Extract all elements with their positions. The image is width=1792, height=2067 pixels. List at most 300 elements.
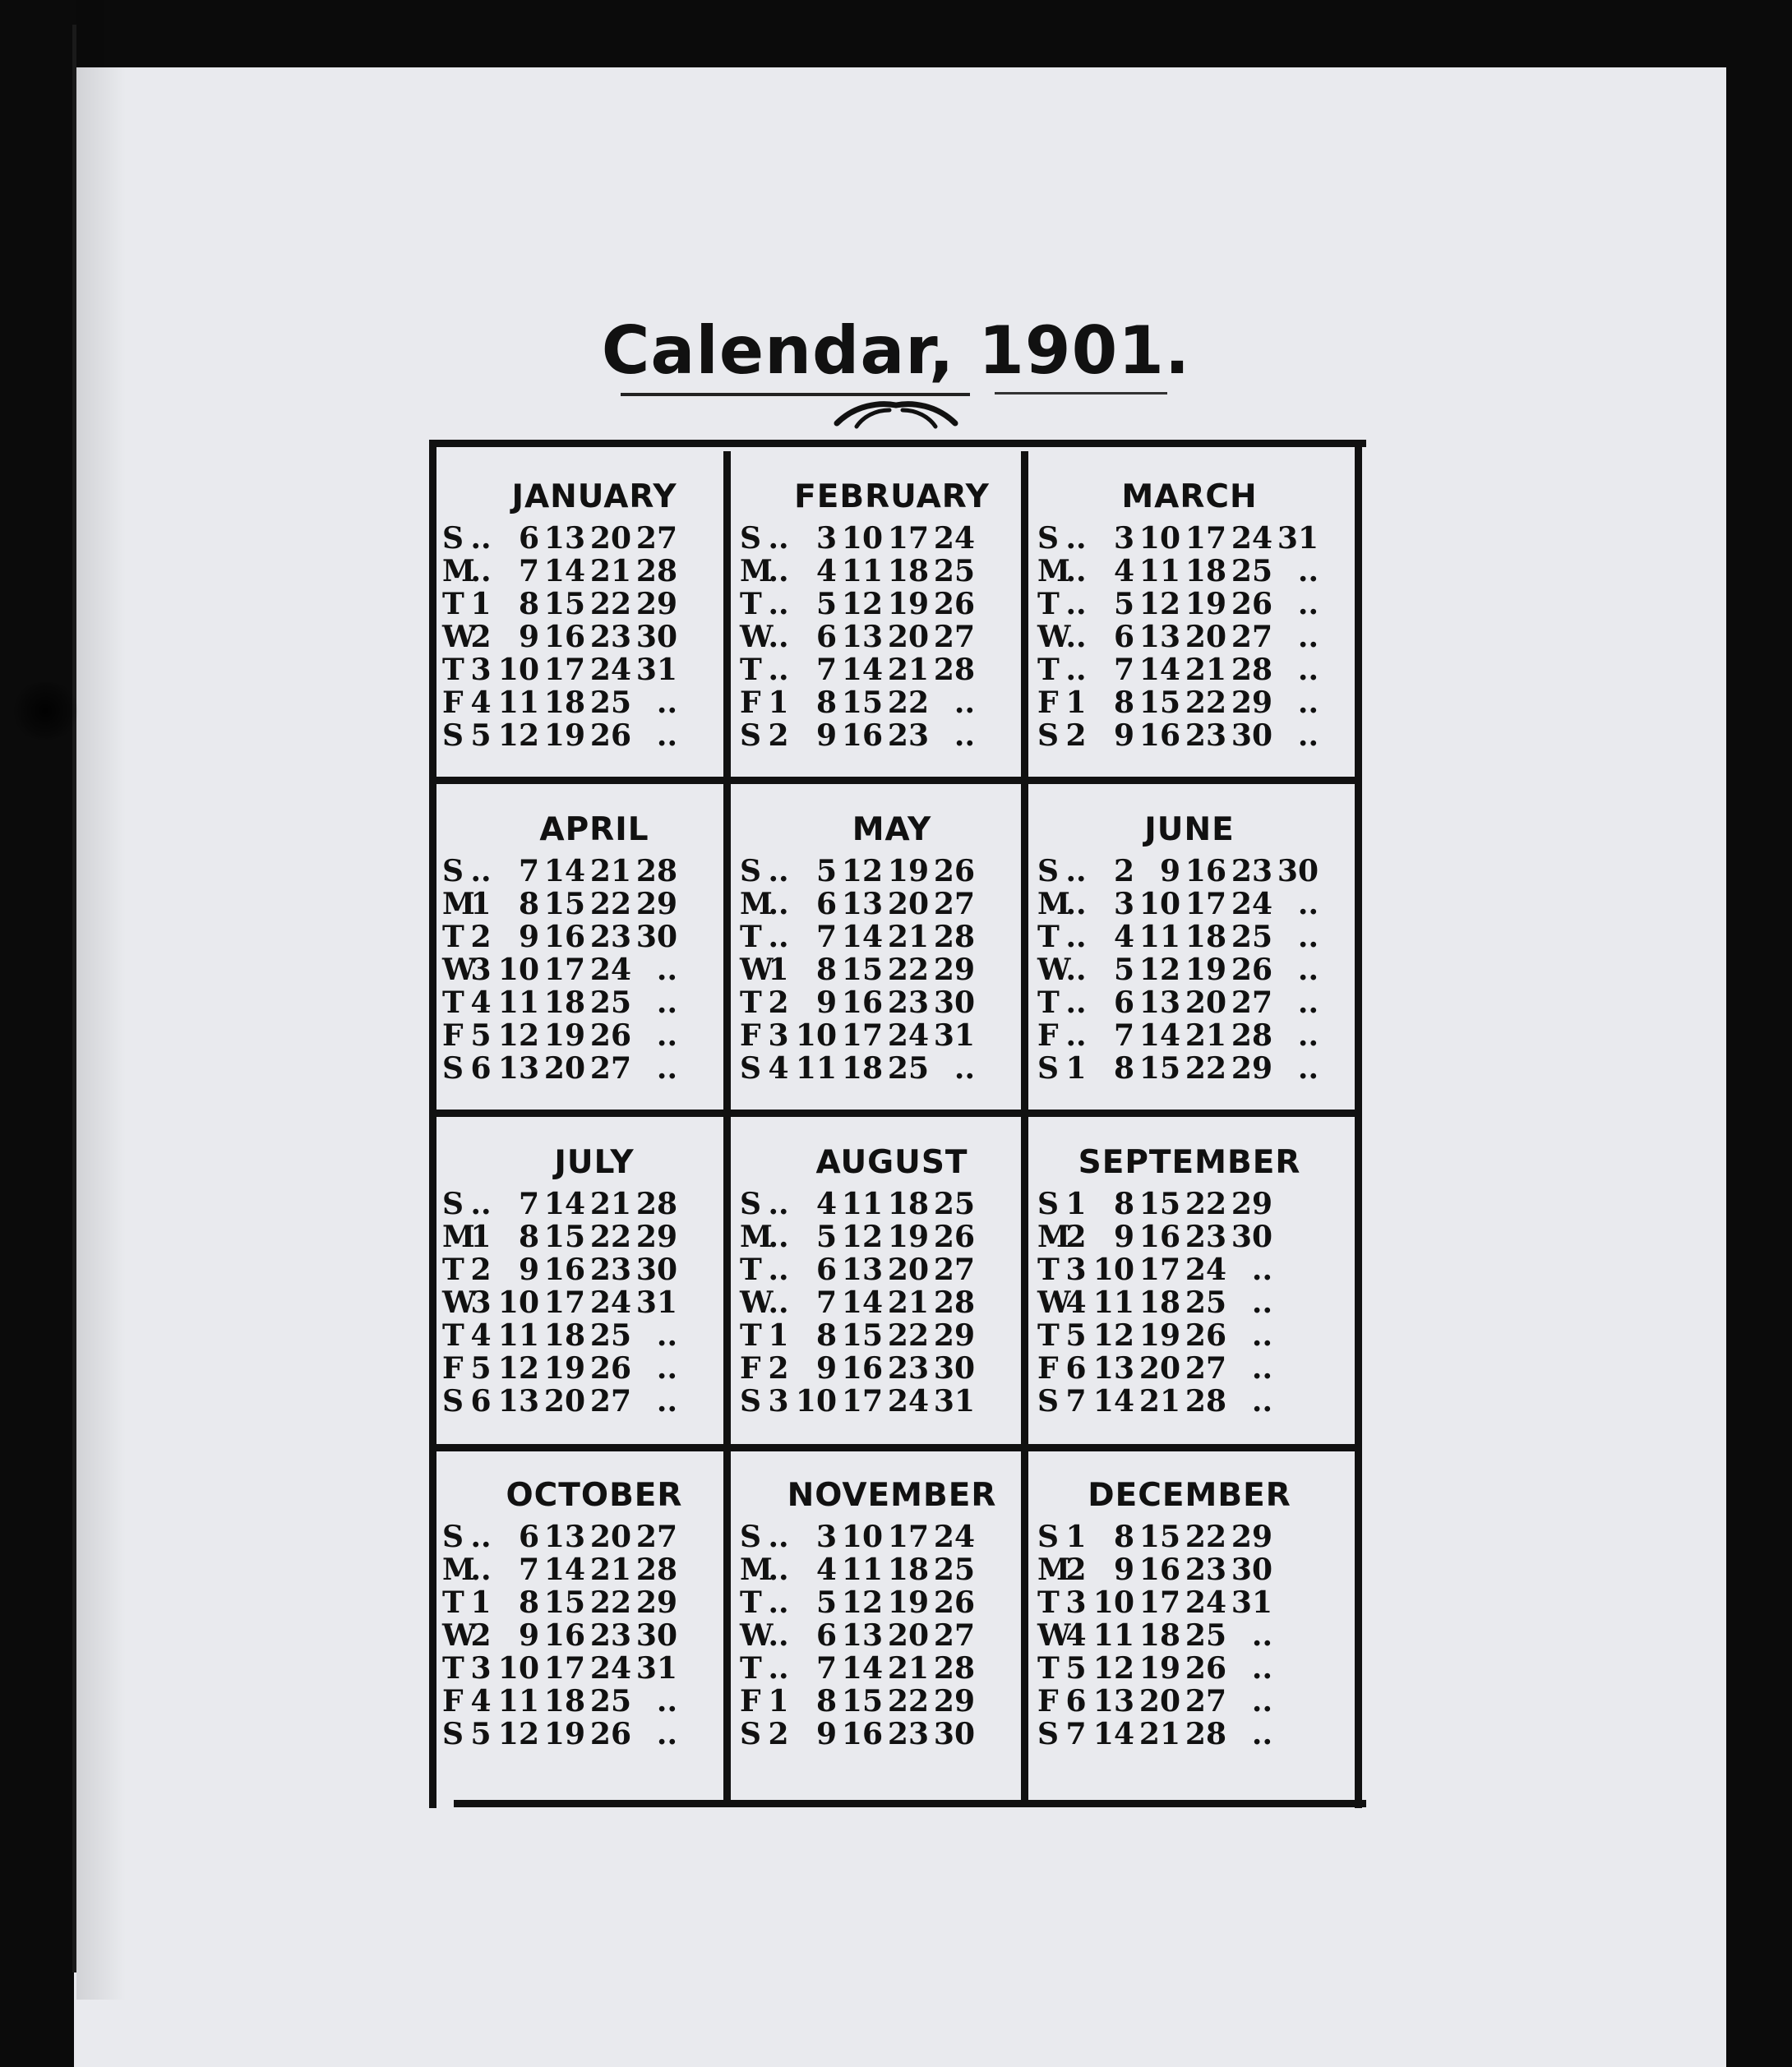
weekday-letter: F — [740, 1018, 761, 1053]
date-cell: 31 — [635, 1285, 677, 1320]
date-cell: 26 — [1231, 587, 1272, 621]
weekday-letter: S — [442, 854, 464, 888]
date-cell: 24 — [887, 1018, 929, 1053]
row-divider-3 — [436, 1444, 1356, 1451]
row-divider-2 — [436, 1110, 1356, 1117]
date-cell: .. — [1251, 1618, 1272, 1653]
date-cell: 3 — [470, 1651, 492, 1686]
date-cell: 15 — [841, 685, 883, 720]
date-cell: 4 — [815, 1187, 837, 1221]
date-cell: 7 — [1065, 1717, 1087, 1751]
date-cell: 1 — [1065, 1520, 1087, 1554]
weekday-row — [740, 1718, 1044, 1751]
date-cell: 19 — [1138, 1651, 1180, 1686]
weekday-letter: M — [1037, 1220, 1070, 1254]
weekday-row — [442, 686, 746, 719]
page-gutter-shadow — [76, 0, 126, 2000]
date-cell: 13 — [841, 620, 883, 654]
date-cell: 8 — [518, 587, 539, 621]
weekday-letter: T — [740, 653, 762, 687]
date-cell: 3 — [815, 1520, 837, 1554]
weekday-letter: W — [1037, 1618, 1071, 1653]
date-cell: 11 — [1092, 1285, 1134, 1320]
date-cell: 17 — [1138, 1253, 1180, 1287]
date-cell: 7 — [1113, 1018, 1134, 1053]
date-cell: 1 — [470, 887, 492, 921]
weekday-row — [1037, 1220, 1342, 1253]
weekday-letter: S — [442, 1520, 464, 1554]
date-cell: .. — [1065, 554, 1087, 588]
date-cell: 18 — [543, 1318, 585, 1353]
month-name: MAY — [852, 811, 932, 848]
date-cell: 28 — [635, 1553, 677, 1587]
date-cell: 5 — [815, 854, 837, 888]
date-cell: 27 — [933, 1618, 975, 1653]
date-cell: 8 — [1113, 1520, 1134, 1554]
date-cell: 6 — [470, 1051, 492, 1086]
date-cell: 19 — [543, 1717, 585, 1751]
date-cell: 24 — [887, 1384, 929, 1419]
date-cell: 2 — [768, 718, 789, 753]
date-cell: 14 — [841, 1651, 883, 1686]
month-july — [442, 1138, 746, 1418]
date-cell: .. — [1251, 1351, 1272, 1386]
weekday-row — [442, 920, 746, 953]
date-cell: 20 — [1138, 1684, 1180, 1719]
date-cell: 6 — [470, 1384, 492, 1419]
date-cell: .. — [1065, 653, 1087, 687]
date-cell: 7 — [815, 1651, 837, 1686]
weekday-row — [442, 719, 746, 752]
weekday-letter: W — [740, 1618, 774, 1653]
date-cell: 16 — [1138, 1553, 1180, 1587]
weekday-row — [1037, 855, 1342, 888]
date-cell: .. — [768, 653, 789, 687]
date-cell: 20 — [543, 1051, 585, 1086]
date-cell: 13 — [1092, 1351, 1134, 1386]
weekday-letter: M — [442, 887, 475, 921]
date-cell: 9 — [815, 985, 837, 1020]
date-cell: 3 — [470, 653, 492, 687]
weekday-row — [442, 653, 746, 686]
weekday-row — [442, 555, 746, 588]
date-cell: 10 — [795, 1384, 837, 1419]
date-cell: .. — [1065, 587, 1087, 621]
date-cell: 13 — [1138, 620, 1180, 654]
date-cell: 17 — [887, 521, 929, 556]
date-cell: 15 — [543, 1585, 585, 1620]
date-cell: 2 — [1113, 854, 1134, 888]
date-cell: .. — [656, 1051, 677, 1086]
weekday-letter: T — [442, 920, 464, 954]
date-cell: 27 — [1231, 620, 1272, 654]
date-cell: 25 — [1231, 554, 1272, 588]
weekday-letter: M — [740, 887, 773, 921]
date-cell: 12 — [841, 587, 883, 621]
date-cell: 23 — [887, 1351, 929, 1386]
date-cell: 10 — [1092, 1585, 1134, 1620]
date-cell: .. — [768, 1618, 789, 1653]
date-cell: .. — [1297, 1051, 1319, 1086]
date-cell: 13 — [841, 887, 883, 921]
date-cell: .. — [1251, 1717, 1272, 1751]
date-cell: 1 — [768, 685, 789, 720]
date-cell: 6 — [1113, 620, 1134, 654]
date-cell: .. — [656, 718, 677, 753]
date-cell: 10 — [497, 653, 539, 687]
weekday-letter: W — [1037, 1285, 1071, 1320]
date-cell: 23 — [1231, 854, 1272, 888]
date-cell: 6 — [815, 1253, 837, 1287]
weekday-letter: M — [1037, 887, 1070, 921]
date-cell: 29 — [635, 1220, 677, 1254]
date-cell: .. — [1297, 620, 1319, 654]
weekday-row — [442, 1220, 746, 1253]
weekday-row — [442, 986, 746, 1019]
date-cell: 6 — [815, 887, 837, 921]
date-cell: 8 — [1113, 1187, 1134, 1221]
weekday-letter: S — [1037, 1717, 1059, 1751]
weekday-row — [1037, 1619, 1342, 1652]
weekday-row — [740, 1188, 1044, 1220]
date-cell: 14 — [1092, 1717, 1134, 1751]
date-cell: 18 — [887, 1187, 929, 1221]
month-february — [740, 473, 1044, 752]
date-cell: .. — [470, 1520, 492, 1554]
weekday-letter: S — [1037, 1520, 1059, 1554]
date-cell: 19 — [887, 854, 929, 888]
weekday-row — [442, 588, 746, 621]
date-cell: 22 — [887, 1318, 929, 1353]
date-cell: 15 — [543, 1220, 585, 1254]
date-cell: 6 — [1065, 1684, 1087, 1719]
weekday-letter: T — [1037, 1253, 1060, 1287]
date-cell: 5 — [470, 718, 492, 753]
date-cell: 18 — [543, 1684, 585, 1719]
date-cell: 5 — [815, 1220, 837, 1254]
date-cell: 27 — [1185, 1351, 1226, 1386]
date-cell: 5 — [815, 1585, 837, 1620]
weekday-row — [740, 1685, 1044, 1718]
date-cell: .. — [768, 1585, 789, 1620]
date-cell: 22 — [1185, 685, 1226, 720]
weekday-letter: S — [1037, 718, 1059, 753]
weekday-row — [1037, 1319, 1342, 1352]
date-cell: 29 — [1231, 1520, 1272, 1554]
weekday-row — [1037, 588, 1342, 621]
date-cell: 15 — [1138, 685, 1180, 720]
weekday-letter: T — [1037, 587, 1060, 621]
date-cell: 7 — [815, 653, 837, 687]
weekday-row — [1037, 1586, 1342, 1619]
date-cell: 23 — [1185, 718, 1226, 753]
date-cell: 2 — [768, 1717, 789, 1751]
date-cell: 30 — [1231, 1553, 1272, 1587]
weekday-letter: T — [1037, 1318, 1060, 1353]
date-cell: 1 — [1065, 1187, 1087, 1221]
date-cell: 10 — [497, 1285, 539, 1320]
date-cell: 9 — [1159, 854, 1180, 888]
date-cell: 3 — [1113, 521, 1134, 556]
month-september — [1037, 1138, 1342, 1418]
weekday-row — [442, 888, 746, 920]
month-june — [1037, 805, 1342, 1085]
date-cell: .. — [470, 1553, 492, 1587]
date-cell: 25 — [589, 1318, 631, 1353]
date-cell: 19 — [1138, 1318, 1180, 1353]
weekday-letter: M — [740, 554, 773, 588]
date-cell: 7 — [518, 554, 539, 588]
weekday-letter: T — [740, 1651, 762, 1686]
date-cell: .. — [1297, 953, 1319, 987]
date-cell: 9 — [815, 1717, 837, 1751]
date-cell: 25 — [933, 1553, 975, 1587]
weekday-letter: S — [442, 1187, 464, 1221]
date-cell: 28 — [933, 653, 975, 687]
date-cell: 19 — [1185, 587, 1226, 621]
date-cell: 2 — [470, 1618, 492, 1653]
date-cell: 26 — [589, 1351, 631, 1386]
date-cell: 17 — [543, 1651, 585, 1686]
weekday-row — [442, 1586, 746, 1619]
date-cell: 9 — [815, 718, 837, 753]
date-cell: 17 — [543, 653, 585, 687]
date-cell: 3 — [768, 1018, 789, 1053]
date-cell: 18 — [887, 1553, 929, 1587]
date-cell: 31 — [635, 1651, 677, 1686]
date-cell: 22 — [887, 953, 929, 987]
date-cell: 10 — [795, 1018, 837, 1053]
date-cell: 24 — [589, 653, 631, 687]
weekday-letter: T — [442, 985, 464, 1020]
weekday-letter: W — [1037, 620, 1071, 654]
weekday-letter: W — [740, 620, 774, 654]
date-cell: 23 — [887, 985, 929, 1020]
date-cell: 7 — [815, 920, 837, 954]
date-cell: 28 — [1231, 1018, 1272, 1053]
date-cell: 28 — [1231, 653, 1272, 687]
date-cell: 22 — [589, 587, 631, 621]
weekday-row — [740, 653, 1044, 686]
weekday-letter: T — [442, 587, 464, 621]
date-cell: 17 — [1185, 887, 1226, 921]
date-cell: .. — [954, 1051, 975, 1086]
date-cell: .. — [1297, 887, 1319, 921]
weekday-letter: T — [1037, 653, 1060, 687]
weekday-row — [442, 1352, 746, 1385]
date-cell: 20 — [1185, 620, 1226, 654]
weekday-letter: S — [1037, 1187, 1059, 1221]
date-cell: 6 — [1113, 985, 1134, 1020]
date-cell: 24 — [1231, 521, 1272, 556]
date-cell: 20 — [887, 1253, 929, 1287]
date-cell: 8 — [518, 1220, 539, 1254]
date-cell: 3 — [470, 1285, 492, 1320]
date-cell: 23 — [589, 920, 631, 954]
date-cell: 21 — [887, 653, 929, 687]
date-cell: 4 — [470, 1318, 492, 1353]
date-cell: 29 — [1231, 1051, 1272, 1086]
date-cell: .. — [1251, 1285, 1272, 1320]
weekday-letter: S — [740, 854, 761, 888]
date-cell: 8 — [518, 1585, 539, 1620]
date-cell: 29 — [933, 953, 975, 987]
date-cell: 12 — [497, 718, 539, 753]
weekday-row — [1037, 1718, 1342, 1751]
date-cell: 14 — [543, 854, 585, 888]
date-cell: .. — [656, 1684, 677, 1719]
weekday-letter: S — [740, 521, 761, 556]
date-cell: 27 — [933, 620, 975, 654]
date-cell: .. — [656, 685, 677, 720]
weekday-letter: W — [1037, 953, 1071, 987]
date-cell: .. — [656, 1018, 677, 1053]
date-cell: 28 — [635, 854, 677, 888]
date-cell: 22 — [589, 1585, 631, 1620]
date-cell: 2 — [1065, 1220, 1087, 1254]
weekday-row — [442, 621, 746, 653]
weekday-row — [740, 1619, 1044, 1652]
date-cell: 29 — [635, 1585, 677, 1620]
date-cell: 3 — [1065, 1253, 1087, 1287]
date-cell: 21 — [589, 1187, 631, 1221]
frame-top-border — [429, 440, 1366, 447]
date-cell: .. — [1065, 854, 1087, 888]
date-cell: 24 — [1185, 1253, 1226, 1287]
weekday-row — [1037, 953, 1342, 986]
date-cell: 9 — [1113, 1220, 1134, 1254]
weekday-letter: S — [1037, 1384, 1059, 1419]
date-cell: 12 — [841, 1220, 883, 1254]
date-cell: 17 — [1185, 521, 1226, 556]
date-cell: 3 — [1113, 887, 1134, 921]
date-cell: 15 — [543, 887, 585, 921]
weekday-row — [442, 1385, 746, 1418]
date-cell: 17 — [841, 1018, 883, 1053]
weekday-letter: W — [442, 953, 476, 987]
date-cell: 13 — [841, 1618, 883, 1653]
date-cell: 26 — [589, 1717, 631, 1751]
date-cell: .. — [1251, 1253, 1272, 1287]
date-cell: 9 — [518, 620, 539, 654]
date-cell: 2 — [768, 985, 789, 1020]
weekday-letter: T — [442, 1318, 464, 1353]
date-cell: 11 — [497, 985, 539, 1020]
date-cell: 29 — [635, 887, 677, 921]
date-cell: .. — [954, 685, 975, 720]
weekday-letter: S — [442, 718, 464, 753]
weekday-row — [1037, 1188, 1342, 1220]
month-april — [442, 805, 746, 1085]
month-name: JANUARY — [511, 478, 677, 515]
date-cell: 28 — [1185, 1384, 1226, 1419]
date-cell: 2 — [470, 920, 492, 954]
date-cell: 31 — [635, 653, 677, 687]
weekday-letter: S — [442, 1717, 464, 1751]
date-cell: 27 — [933, 1253, 975, 1287]
weekday-row — [442, 522, 746, 555]
date-cell: 11 — [1092, 1618, 1134, 1653]
date-cell: 9 — [518, 1253, 539, 1287]
date-cell: 10 — [1092, 1253, 1134, 1287]
date-cell: .. — [470, 521, 492, 556]
date-cell: 31 — [933, 1018, 975, 1053]
date-cell: 1 — [768, 1684, 789, 1719]
date-cell: 16 — [1138, 718, 1180, 753]
date-cell: 18 — [1185, 920, 1226, 954]
date-cell: .. — [1297, 1018, 1319, 1053]
row-divider-1 — [436, 777, 1356, 784]
date-cell: 12 — [1138, 953, 1180, 987]
date-cell: 9 — [1113, 1553, 1134, 1587]
frame-left-border — [429, 444, 436, 1808]
date-cell: .. — [656, 953, 677, 987]
date-cell: 10 — [497, 953, 539, 987]
date-cell: 21 — [1185, 653, 1226, 687]
date-cell: 29 — [933, 1318, 975, 1353]
date-cell: 23 — [1185, 1220, 1226, 1254]
weekday-letter: F — [1037, 1684, 1059, 1719]
date-cell: 25 — [1185, 1618, 1226, 1653]
weekday-row — [1037, 1385, 1342, 1418]
date-cell: 15 — [1138, 1520, 1180, 1554]
weekday-row — [740, 621, 1044, 653]
month-name: SEPTEMBER — [1078, 1144, 1301, 1181]
weekday-letter: W — [442, 1618, 476, 1653]
title-rule-right — [995, 392, 1167, 394]
weekday-letter: M — [740, 1553, 773, 1587]
weekday-row — [1037, 1553, 1342, 1586]
date-cell: 9 — [815, 1351, 837, 1386]
date-cell: 14 — [543, 554, 585, 588]
date-cell: 25 — [887, 1051, 929, 1086]
date-cell: 16 — [543, 1618, 585, 1653]
weekday-letter: S — [442, 1384, 464, 1419]
weekday-letter: T — [740, 1585, 762, 1620]
page-title: Calendar, 1901. — [601, 312, 1191, 389]
date-cell: 12 — [497, 1717, 539, 1751]
date-cell: 11 — [497, 1684, 539, 1719]
date-cell: 7 — [815, 1285, 837, 1320]
date-cell: 13 — [1092, 1684, 1134, 1719]
date-cell: .. — [1297, 920, 1319, 954]
date-cell: .. — [768, 1520, 789, 1554]
weekday-letter: M — [442, 1220, 475, 1254]
date-cell: 13 — [497, 1051, 539, 1086]
date-cell: 8 — [815, 1318, 837, 1353]
weekday-letter: M — [1037, 1553, 1070, 1587]
month-may — [740, 805, 1044, 1085]
date-cell: 18 — [543, 685, 585, 720]
date-cell: 26 — [589, 1018, 631, 1053]
date-cell: 13 — [543, 521, 585, 556]
calendar-grid — [427, 440, 1373, 1812]
weekday-letter: T — [740, 1253, 762, 1287]
month-name: DECEMBER — [1088, 1477, 1291, 1514]
date-cell: 28 — [933, 1285, 975, 1320]
date-cell: 22 — [1185, 1520, 1226, 1554]
weekday-letter: S — [442, 521, 464, 556]
date-cell: 2 — [768, 1351, 789, 1386]
date-cell: 31 — [1231, 1585, 1272, 1620]
date-cell: 14 — [543, 1553, 585, 1587]
date-cell: 17 — [887, 1520, 929, 1554]
date-cell: 10 — [841, 1520, 883, 1554]
weekday-row — [740, 1652, 1044, 1685]
weekday-letter: F — [442, 1351, 464, 1386]
date-cell: 27 — [635, 521, 677, 556]
date-cell: 22 — [1185, 1051, 1226, 1086]
